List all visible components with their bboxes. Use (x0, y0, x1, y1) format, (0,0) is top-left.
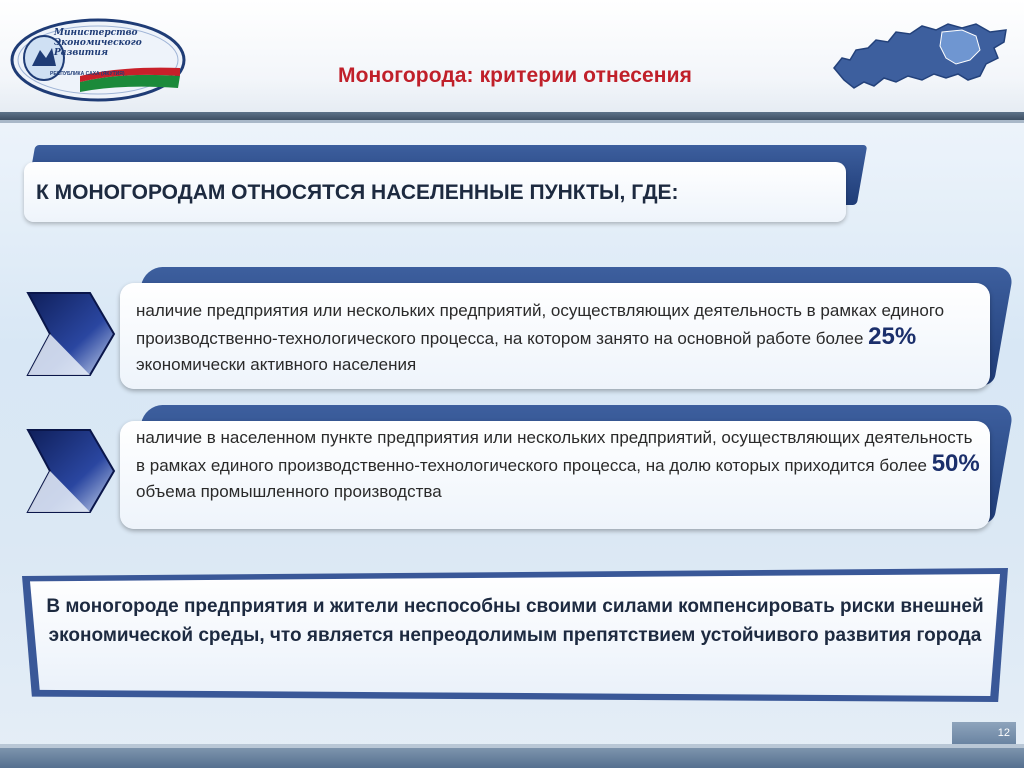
chevron-arrow-icon (24, 291, 116, 377)
banner-text: К МОНОГОРОДАМ ОТНОСЯТСЯ НАСЕЛЕННЫЕ ПУНКТЫ, ГДЕ: (36, 181, 679, 204)
logo-text (54, 28, 174, 58)
russia-map-icon (830, 18, 1010, 96)
criterion-2-text-end: объема промышленного производства (136, 482, 442, 501)
logo-line-1: Министерство (54, 28, 138, 38)
footer (0, 748, 1024, 768)
logo-line-2: Экономического (54, 38, 142, 48)
criterion-1-text-start: наличие предприятия или нескольких предприятий, осуществляющих деятельность в рамках единого производственно-технологического процесса, на котором занято на основной работе более (136, 301, 945, 348)
chevron-arrow-icon (24, 428, 116, 514)
conclusion-text: В моногороде предприятия и жители неспособны своими силами компенсировать риски внешней экономической среды, что является непреодолимым препятствием устойчивого развития города (46, 596, 984, 646)
criterion-1-text-end: экономически активного населения (136, 355, 417, 374)
page-number: 12 (997, 727, 1010, 739)
criterion-1-text (136, 298, 982, 378)
criterion-2-text (136, 425, 982, 505)
logo-line-3: Развития (54, 48, 109, 58)
criterion-2-percent: 50% (931, 450, 980, 477)
criterion-2-text-start: наличие в населенном пункте предприятия или нескольких предприятий, осуществляющих деятельность в рамках единого производственно-технологического процесса, на долю которых приходится более (136, 428, 973, 475)
header-divider-light (0, 120, 1024, 123)
criterion-1-percent: 25% (868, 323, 917, 350)
logo-subtitle: РЕСПУБЛИКА САХА (ЯКУТИЯ) (50, 71, 125, 77)
header-divider (0, 112, 1024, 120)
page-title: Моногорода: критерии отнесения (338, 64, 692, 87)
